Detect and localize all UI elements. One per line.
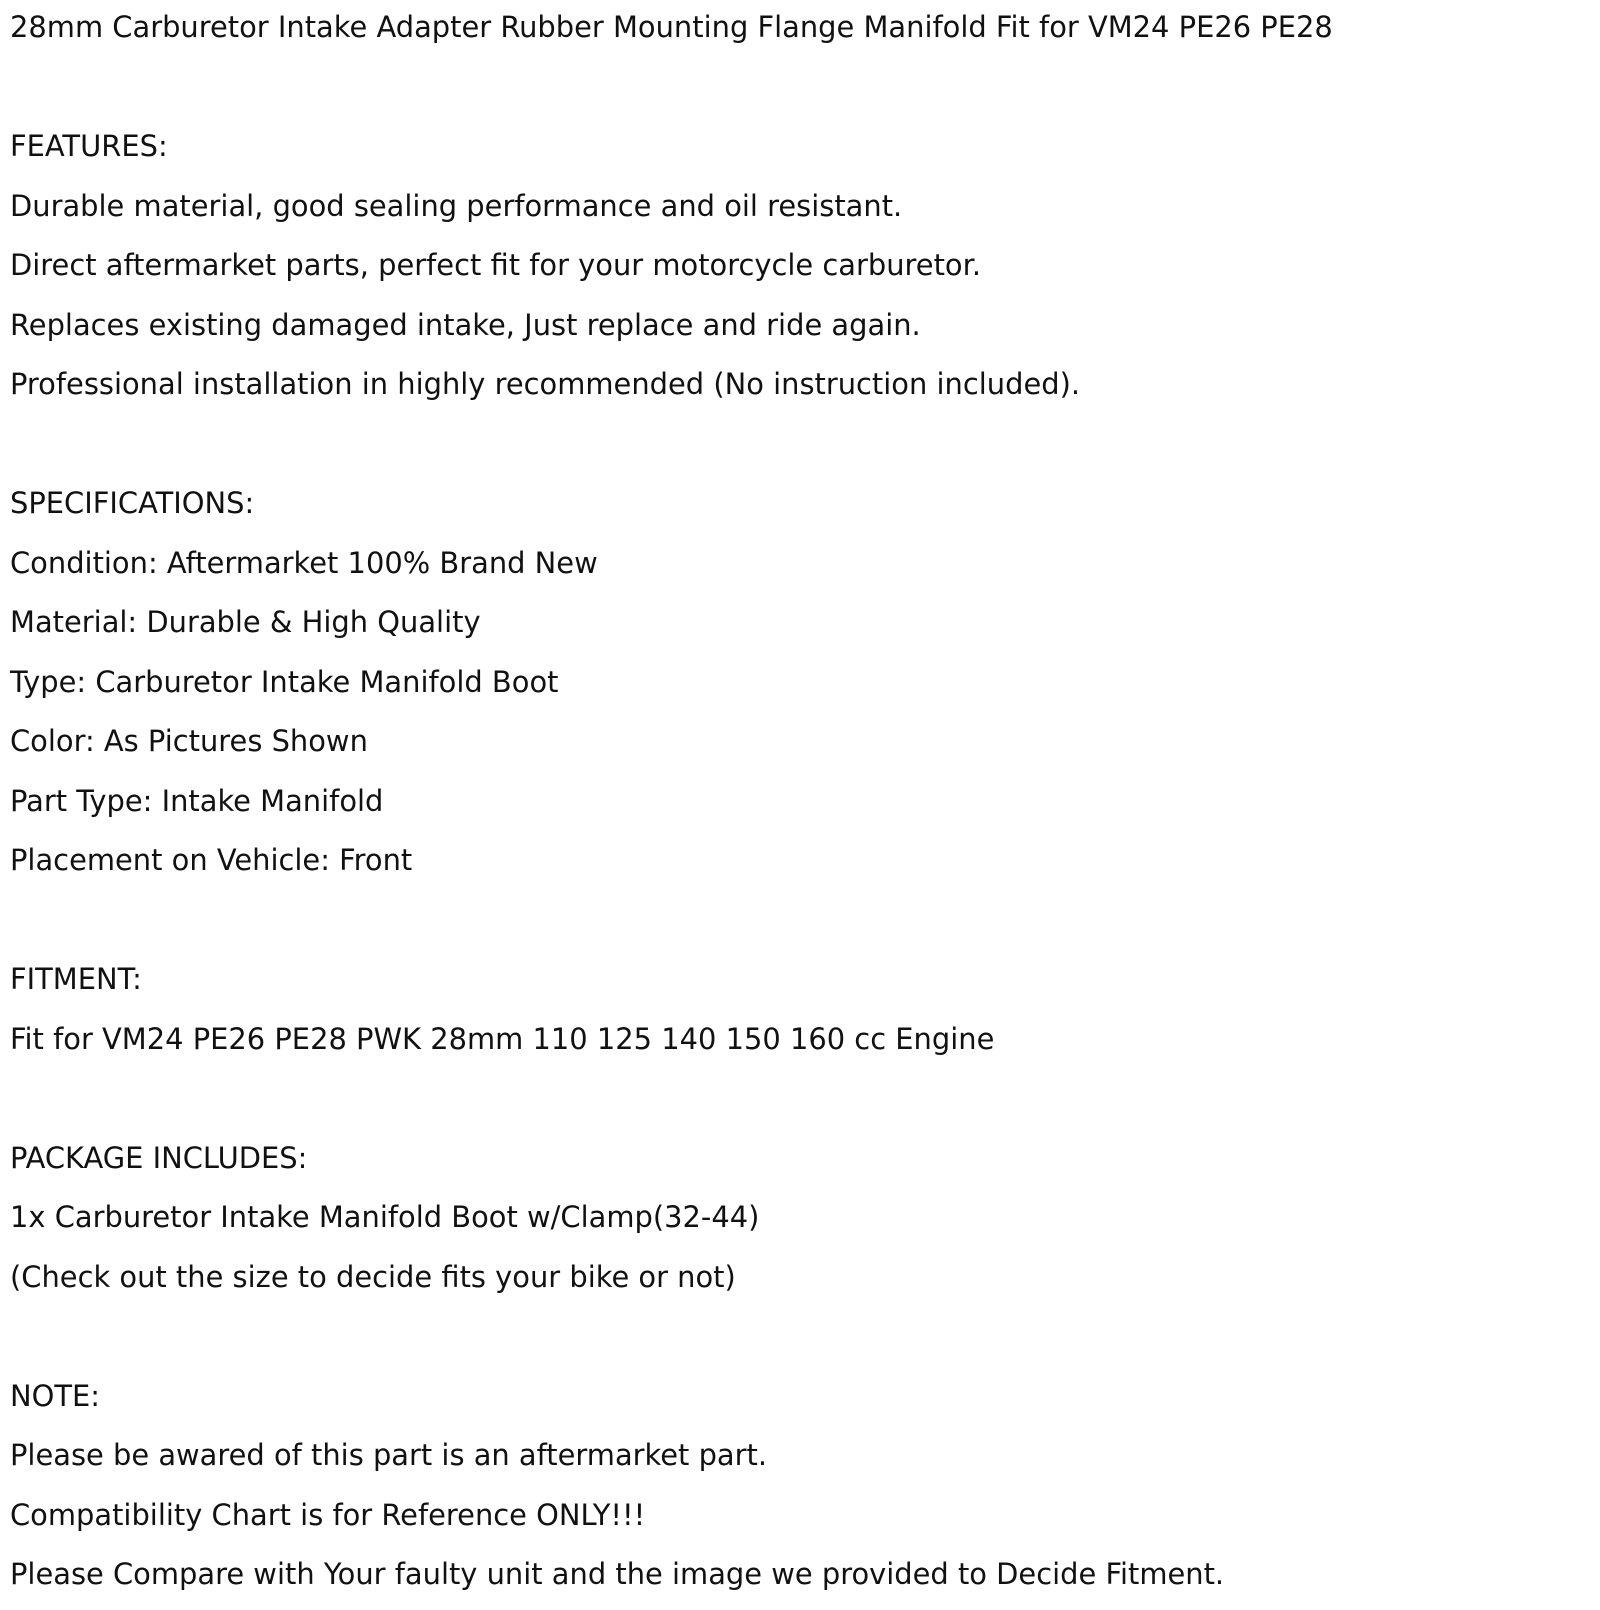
note-item: Please Compare with Your faulty unit and the image we provided to Decide Fitment. (10, 1557, 1225, 1591)
spec-item: Material: Durable & High Quality (10, 605, 481, 639)
spacer (10, 1312, 1590, 1372)
note-heading: NOTE: (10, 1378, 101, 1413)
spacer (10, 1074, 1590, 1134)
note-item: Compatibility Chart is for Reference ONLY!!! (10, 1497, 646, 1532)
spacer (10, 63, 1590, 123)
specifications-heading: SPECIFICATIONS: (10, 486, 255, 520)
package-item: 1x Carburetor Intake Manifold Boot w/Clamp(32-44) (10, 1200, 760, 1234)
package-item: (Check out the size to decide fits your bike or not) (10, 1259, 736, 1294)
product-description (10, 3, 1590, 1610)
spec-item: Color: As Pictures Shown (10, 724, 368, 758)
spec-item: Placement on Vehicle: Front (10, 843, 413, 877)
feature-item: Direct aftermarket parts, perfect fit for your motorcycle carburetor. (10, 248, 982, 282)
fitment-item: Fit for VM24 PE26 PE28 PWK 28mm 110 125 140 150 160 cc Engine (10, 1021, 995, 1056)
fitment-heading: FITMENT: (10, 962, 142, 996)
feature-item: Replaces existing damaged intake, Just replace and ride again. (10, 307, 921, 342)
note-item: Please be awared of this part is an aftermarket part. (10, 1438, 768, 1472)
spacer (10, 420, 1590, 480)
package-heading: PACKAGE INCLUDES: (10, 1140, 308, 1175)
feature-item: Professional installation in highly recommended (No instruction included). (10, 367, 1081, 401)
features-heading: FEATURES: (10, 129, 168, 163)
product-title: 28mm Carburetor Intake Adapter Rubber Mounting Flange Manifold Fit for VM24 PE26 PE28 (10, 10, 1333, 44)
spec-item: Part Type: Intake Manifold (10, 783, 384, 818)
spec-item: Condition: Aftermarket 100% Brand New (10, 545, 598, 580)
spec-item: Type: Carburetor Intake Manifold Boot (10, 664, 559, 699)
feature-item: Durable material, good sealing performance and oil resistant. (10, 188, 903, 223)
spacer (10, 896, 1590, 956)
